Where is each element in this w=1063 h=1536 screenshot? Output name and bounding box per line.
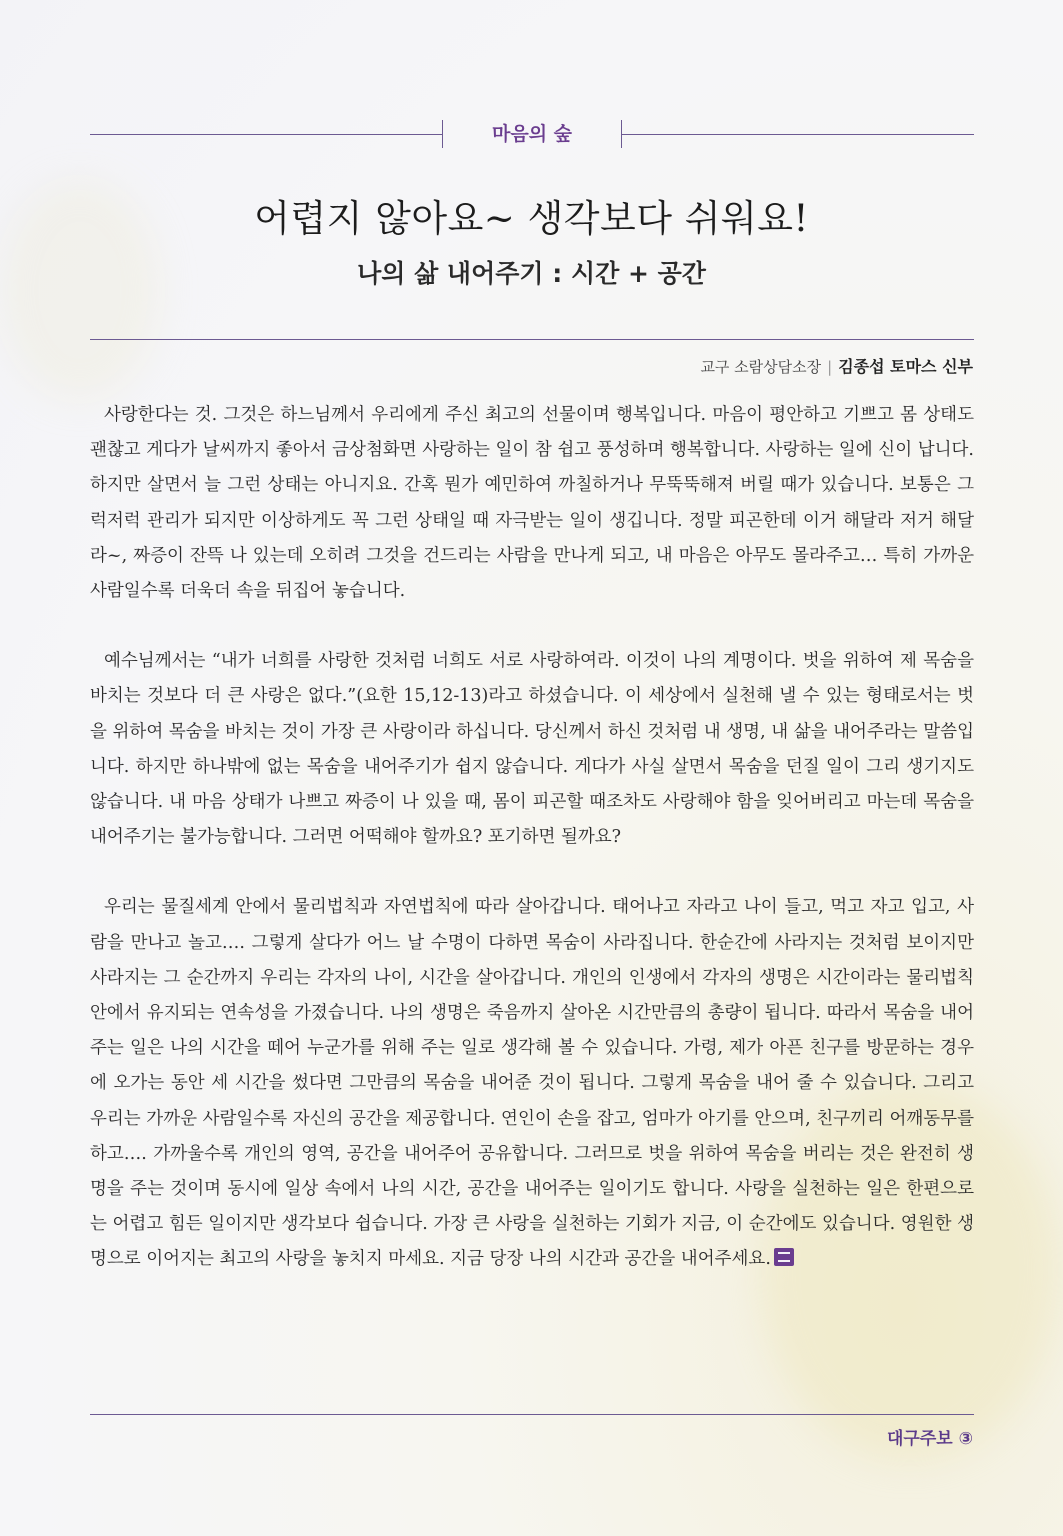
article-title: 어렵지 않아요~ 생각보다 쉬워요! (254, 197, 809, 240)
paragraph: 사랑한다는 것. 그것은 하느님께서 우리에게 주신 최고의 선물이며 행복입니다. 마음이 평안하고 기쁘고 몸 상태도 괜찮고 게다가 날씨까지 좋아서 금상첨화면 사랑하는 일이 참 쉽고 풍성하며 행복합니다. 사랑하는 일에 신이 납니다. 하지만 살면서 늘 그런 상태는 아니지요. 간혹 뭔가 예민하여 까칠하거나 무뚝뚝해져 버릴 때가 있습니다. 보통은 그럭저럭 관리가 되지만 이상하게도 꼭 그런 상태일 때 자극받는 일이 생깁니다. 정말 피곤한데 이거 해달라 저거 해달라~, 짜증이 잔뜩 나 있는데 오히려 그것을 건드리는 사람을 만나게 되고, 내 마음은 아무도 몰라주고… 특히 가까운 사람일수록 더욱더 속을 뒤집어 놓습니다. (90, 405, 974, 602)
article-subtitle: 나의 삶 내어주기 : 시간 + 공간 (357, 259, 706, 288)
title-divider (90, 339, 974, 340)
article-body (90, 398, 974, 1278)
publication-name: 대구주보 (886, 1429, 953, 1449)
section-header (90, 114, 974, 154)
author-name: 김종섭 토마스 신부 (838, 357, 973, 376)
byline (700, 354, 973, 377)
byline-separator: | (827, 358, 833, 376)
paragraph (90, 890, 974, 1277)
paragraph-text: 우리는 물질세계 안에서 물리법칙과 자연법칙에 따라 살아갑니다. 태어나고 자라고 나이 들고, 먹고 자고 입고, 사람을 만나고 놀고…. 그렇게 살다가 어느 날 수명이 다하면 목숨이 사라집니다. 한순간에 사라지는 것처럼 보이지만 사라지는 그 순간까지 우리는 각자의 나이, 시간을 살아갑니다. 개인의 인생에서 각자의 생명은 시간이라는 물리법칙 안에서 유지되는 연속성을 가졌습니다. 나의 생명은 죽음까지 살아온 시간만큼의 총량이 됩니다. 따라서 목숨을 내어주는 일은 나의 시간을 떼어 누군가를 위해 주는 일로 생각해 볼 수 있습니다. 가령, 제가 아픈 친구를 방문하는 경우에 오가는 동안 세 시간을 썼다면 그만큼의 목숨을 내어준 것이 됩니다. 그렇게 목숨을 내어 줄 수 있습니다. 그리고 우리는 가까운 사람일수록 자신의 공간을 제공합니다. 연인이 손을 잡고, 엄마가 아기를 안으며, 친구끼리 어깨동무를 하고…. 가까울수록 개인의 영역, 공간을 내어주어 공유합니다. 그러므로 벗을 위하여 목숨을 버리는 것은 완전히 생명을 주는 것이며 동시에 일상 속에서 나의 시간, 공간을 내어주는 일이기도 합니다. 사랑을 실천하는 일은 한편으로는 어렵고 힘든 일이지만 생각보다 쉽습니다. 가장 큰 사랑을 실천하는 기회가 지금, 이 순간에도 있습니다. 영원한 생명으로 이어지는 최고의 사랑을 놓치지 마세요. 지금 당장 나의 시간과 공간을 내어주세요. (90, 897, 974, 1270)
footer-divider (90, 1414, 974, 1415)
header-rule-left (90, 134, 442, 135)
paragraph: 예수님께서는 “내가 너희를 사랑한 것처럼 너희도 서로 사랑하여라. 이것이 나의 계명이다. 벗을 위하여 제 목숨을 바치는 것보다 더 큰 사랑은 없다.”(요한 15,12-13)라고 하셨습니다. 이 세상에서 실천해 낼 수 있는 형태로서는 벗을 위하여 목숨을 바치는 것이 가장 큰 사랑이라 하십니다. 당신께서 하신 것처럼 내 생명, 내 삶을 내어주라는 말씀입니다. 하지만 하나밖에 없는 목숨을 내어주기가 쉽지 않습니다. 게다가 사실 살면서 목숨을 던질 일이 그리 생기지도 않습니다. 내 마음 상태가 나쁘고 짜증이 나 있을 때, 몸이 피곤할 때조차도 사랑해야 함을 잊어버리고 마는데 목숨을 내어주기는 불가능합니다. 그러면 어떡해야 할까요? 포기하면 될까요? (90, 651, 974, 848)
author-role: 교구 소람상담소장 (700, 358, 822, 376)
header-rule-right (622, 134, 974, 135)
section-label: 마음의 숲 (491, 123, 573, 145)
end-mark-icon (774, 1248, 794, 1266)
page-footer (887, 1424, 973, 1449)
page-number: ③ (958, 1429, 973, 1449)
